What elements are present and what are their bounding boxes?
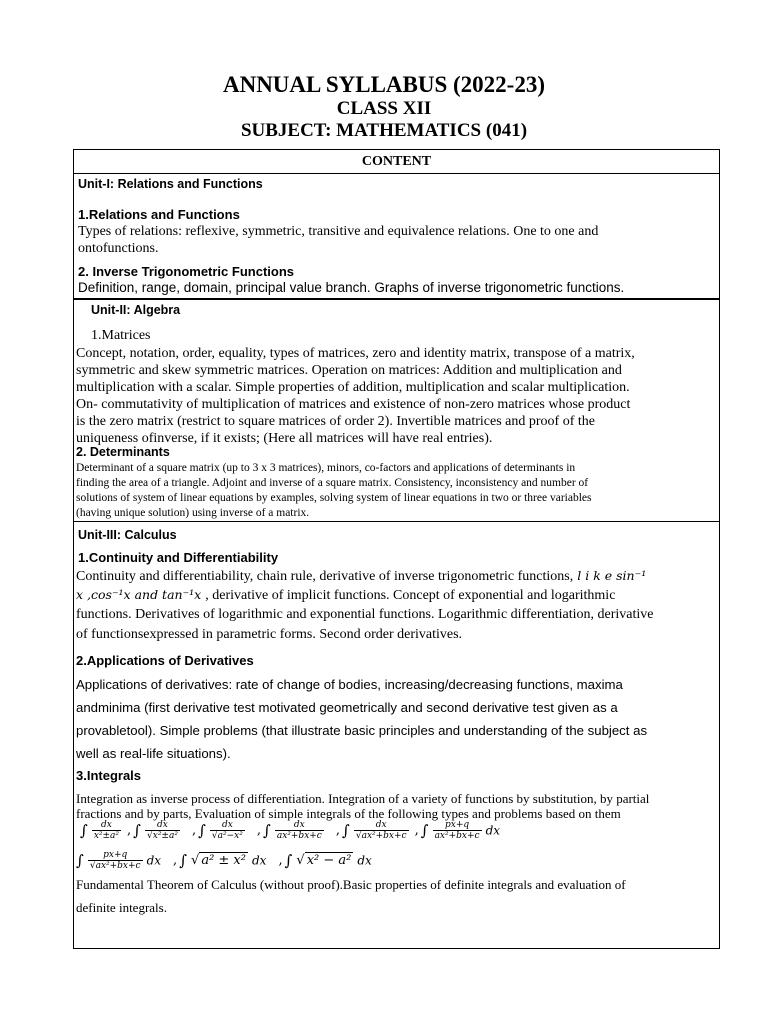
unit-3-title: Unit-III: Calculus xyxy=(78,528,177,542)
integral-sign: ∫ xyxy=(179,851,188,870)
subject-heading: SUBJECT: MATHEMATICS (041) xyxy=(240,120,528,141)
integral-fraction: $\frac{dx}{\text{ax²+bx+c}}$ xyxy=(276,820,322,841)
document-title: ANNUAL SYLLABUS (2022-23) xyxy=(222,72,546,97)
integral-fraction: $\frac{dx}{\text{√x²±a²}}$ xyxy=(147,820,178,841)
unit-2-section-2-title: 2. Determinants xyxy=(76,445,170,459)
unit-1-section-2-title: 2. Inverse Trigonometric Functions xyxy=(78,264,294,279)
integral-formulas-row-1: ∫ $\frac{dx}{\text{x²±a²}}$ , ∫ $\frac{dx}{\text{√x²±a²}}$ , ∫ $\frac{dx}{\text{√a²−x²}}$ , ∫ $\frac{dx}{\text{ax²+bx+c}}$ , ∫ $\frac{dx}{\text{√ax²+bx+c}}$ , ∫ $\frac{px+q}{\text{ax²+bx+c}}$ dx xyxy=(80,820,501,841)
integral-sign: ∫ xyxy=(76,851,84,870)
integral-sign: ∫ xyxy=(263,821,271,840)
integral-sign: ∫ xyxy=(80,821,88,840)
integral-sign: ∫ xyxy=(284,851,293,870)
class-heading: CLASS XII xyxy=(336,98,432,119)
unit-1-cell xyxy=(73,173,720,299)
integral-fraction: $\frac{dx}{\text{√ax²+bx+c}}$ xyxy=(355,820,407,841)
unit-2-section-1-line: is the zero matrix (restrict to square matrices of order 2). Invertible matrices and proof of the xyxy=(76,414,595,429)
unit-2-section-2-line: finding the area of a triangle. Adjoint and inverse of a square matrix. Consistency, inconsistency and number of xyxy=(76,477,589,489)
unit-2-section-1-line: Concept, notation, order, equality, types of matrices, zero and identity matrix, transpose of a matrix, xyxy=(76,346,635,361)
unit-3-section-3-closing-line: definite integrals. xyxy=(76,900,167,915)
unit-3-section-3-line: Integration as inverse process of differentiation. Integration of a variety of functions by substitution, by partial xyxy=(76,791,650,806)
inline-math-sin-inverse: l i k e sin⁻¹ xyxy=(577,568,647,583)
unit-3-section-1-line-2 xyxy=(76,586,615,604)
unit-3-section-1-line-1 xyxy=(76,567,646,585)
unit-3-section-1-line: of functionsexpressed in parametric forms. Second order derivatives. xyxy=(76,627,463,642)
unit-3-section-2-line: andminima (first derivative test motivated geometrically and second derivative test given as a xyxy=(76,700,618,715)
unit-2-section-2-line: Determinant of a square matrix (up to 3 x 3 matrices), minors, co-factors and applications of determinants in xyxy=(76,462,576,474)
unit-1-section-1-line: Types of relations: reflexive, symmetric, transitive and equivalence relations. One to one and xyxy=(78,224,599,239)
unit-2-section-2-line: (having unique solution) using inverse of a matrix. xyxy=(76,507,310,519)
square-root-expression: √ a² ± x² xyxy=(191,853,246,868)
content-header-cell: CONTENT xyxy=(73,149,720,174)
unit-2-title: Unit-II: Algebra xyxy=(91,303,181,317)
integral-fraction: $\frac{dx}{\text{x²±a²}}$ xyxy=(93,820,120,841)
unit-3-section-2-line: well as real-life situations). xyxy=(76,746,231,761)
unit-3-section-2-line: Applications of derivatives: rate of change of bodies, increasing/decreasing functions, maxima xyxy=(76,677,623,692)
unit-2-section-1-title: 1.Matrices xyxy=(91,328,151,343)
unit-3-section-2-title: 2.Applications of Derivatives xyxy=(76,653,254,668)
unit-3-section-1-text: , derivative of implicit functions. Concept of exponential and logarithmic xyxy=(205,588,616,603)
integral-sign: ∫ xyxy=(420,821,429,840)
unit-3-cell xyxy=(73,521,720,949)
unit-2-section-1-line: multiplication with a scalar. Simple properties of addition, multiplication and scalar multiplication. xyxy=(76,380,630,395)
unit-3-section-2-line: provabletool). Simple problems (that illustrate basic principles and understanding of the subject as xyxy=(76,723,648,738)
integral-fraction: $\frac{px+q}{\text{ax²+bx+c}}$ xyxy=(434,820,480,841)
unit-1-section-1-title: 1.Relations and Functions xyxy=(78,207,240,222)
integral-fraction: $\frac{px+q}{\text{√ax²+bx+c}}$ xyxy=(89,850,141,871)
unit-1-section-1-line: ontofunctions. xyxy=(78,241,159,256)
unit-3-section-1-title: 1.Continuity and Differentiability xyxy=(78,550,279,565)
integral-sign: ∫ xyxy=(133,821,141,840)
unit-3-section-3-line: fractions and by parts, Evaluation of simple integrals of the following types and problems based on them xyxy=(76,806,621,821)
integral-fraction: $\frac{dx}{\text{√a²−x²}}$ xyxy=(211,820,243,841)
unit-3-section-3-closing-line: Fundamental Theorem of Calculus (without proof).Basic properties of definite integrals and evaluation of xyxy=(76,877,626,892)
unit-3-section-3-title: 3.Integrals xyxy=(76,768,142,783)
unit-1-title: Unit-I: Relations and Functions xyxy=(78,177,263,191)
unit-2-cell xyxy=(73,299,720,522)
unit-3-section-1-text: Continuity and differentiability, chain rule, derivative of inverse trigonometric functions, xyxy=(76,569,574,584)
unit-2-section-2-line: solutions of system of linear equations by examples, solving system of linear equations in two or three variables xyxy=(76,492,592,504)
unit-2-section-1-line: symmetric and skew symmetric matrices. Operation on matrices: Addition and multiplication and xyxy=(76,363,622,378)
unit-1-section-2-text: Definition, range, domain, principal value branch. Graphs of inverse trigonometric functions. xyxy=(78,280,625,295)
inline-math-cos-tan-inverse: x ,cos⁻¹x and tan⁻¹x xyxy=(76,587,202,602)
unit-2-section-1-line: On- commutativity of multiplication of matrices and existence of non-zero matrices whose product xyxy=(76,397,631,412)
unit-2-section-1-line: uniqueness ofinverse, if it exists; (Here all matrices will have real entries). xyxy=(76,431,493,446)
integral-sign: ∫ xyxy=(342,821,350,840)
integral-sign: ∫ xyxy=(198,821,206,840)
unit-3-section-1-line: functions. Derivatives of logarithmic and exponential functions. Logarithmic differentiation, derivative xyxy=(76,607,654,622)
square-root-expression: √ x² − a² xyxy=(296,853,352,868)
integral-formulas-row-2: ∫ $\frac{px+q}{\text{√ax²+bx+c}}$ dx , ∫ √ a² ± x² dx , ∫ √ x² − a² dx xyxy=(76,850,372,871)
